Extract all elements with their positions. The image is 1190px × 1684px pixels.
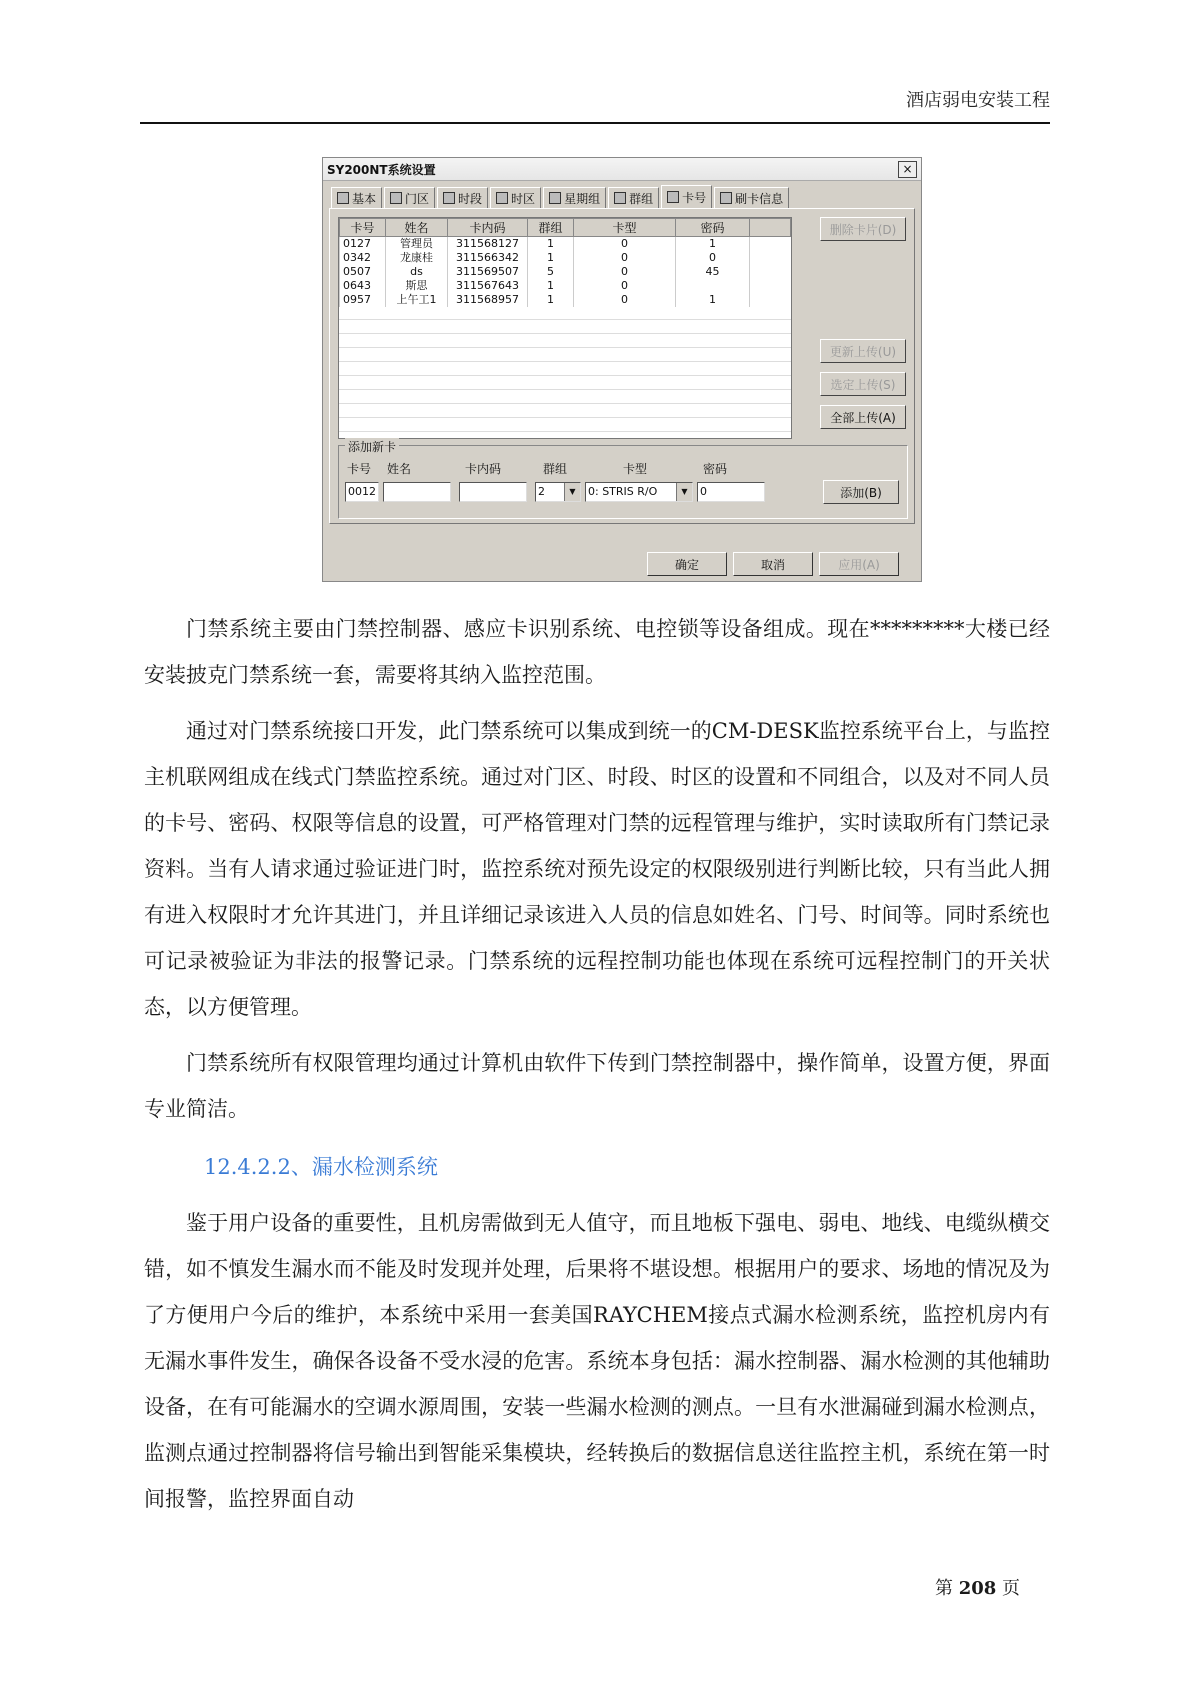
cell-card-type: 0	[574, 251, 676, 265]
apply-button[interactable]: 应用(A)	[819, 552, 899, 576]
cell-card-type: 0	[574, 237, 676, 252]
cell-inner-code: 311566342	[448, 251, 528, 265]
tab-label: 星期组	[564, 191, 601, 206]
dialog-tabs	[323, 181, 921, 207]
column-header[interactable]: 密码	[676, 219, 750, 237]
paragraph: 门禁系统所有权限管理均通过计算机由软件下传到门禁控制器中，操作简单，设置方便，界面专业简洁。	[144, 1051, 1050, 1121]
table-header-row	[340, 219, 791, 237]
cell-group: 1	[528, 293, 574, 307]
grid-lines	[339, 306, 791, 438]
cell-empty	[750, 293, 791, 307]
column-header[interactable]: 卡号	[340, 219, 386, 237]
cell-empty	[750, 237, 791, 252]
name-input[interactable]	[383, 482, 451, 502]
cell-card-type: 0	[574, 293, 676, 307]
header-rule	[140, 122, 1050, 124]
tab-label: 时段	[458, 191, 483, 206]
tab-group[interactable]	[608, 187, 659, 208]
cell-inner-code: 311568957	[448, 293, 528, 307]
card-table[interactable]	[338, 217, 792, 439]
body-text-block-2	[144, 1200, 1050, 1524]
upload-all-button[interactable]: 全部上传(A)	[820, 405, 906, 429]
cell-name: 管理员	[386, 237, 448, 252]
tab-label: 门区	[405, 191, 430, 206]
door-icon	[390, 192, 402, 204]
cell-name: 上午工1	[386, 293, 448, 307]
cell-inner-code: 311569507	[448, 265, 528, 279]
card-panel	[329, 208, 915, 524]
section-heading: 12.4.2.2、漏水检测系统	[204, 1155, 438, 1179]
label-card-type: 卡型	[623, 462, 648, 476]
tab-week-group[interactable]	[543, 187, 606, 208]
cell-group: 5	[528, 265, 574, 279]
tab-label: 时区	[511, 191, 536, 206]
calendar-icon	[549, 192, 561, 204]
cell-card-no: 0507	[340, 265, 386, 279]
ok-button[interactable]: 确定	[647, 552, 727, 576]
page-header-title: 酒店弱电安装工程	[906, 90, 1050, 111]
group-select[interactable]	[535, 482, 581, 502]
tab-time-zone[interactable]	[490, 187, 541, 208]
add-card-legend: 添加新卡	[345, 438, 399, 455]
card-type-select-value: 0: STRIS R/O	[588, 485, 658, 498]
tab-swipe-info[interactable]	[714, 187, 789, 208]
cell-inner-code: 311568127	[448, 237, 528, 252]
cell-card-no: 0342	[340, 251, 386, 265]
inner-code-input[interactable]	[459, 482, 527, 502]
clock-icon	[443, 192, 455, 204]
update-upload-button[interactable]: 更新上传(U)	[820, 339, 906, 363]
cell-password: 45	[676, 265, 750, 279]
cell-name: ds	[386, 265, 448, 279]
label-name: 姓名	[387, 462, 412, 476]
cell-empty	[750, 279, 791, 293]
cell-group: 1	[528, 237, 574, 252]
cancel-button[interactable]: 取消	[733, 552, 813, 576]
swipe-icon	[720, 192, 732, 204]
delete-card-button[interactable]: 删除卡片(D)	[820, 217, 906, 241]
body-text-block-1	[144, 606, 1050, 1134]
group-select-value: 2	[538, 485, 545, 498]
group-icon	[614, 192, 626, 204]
column-header[interactable]: 群组	[528, 219, 574, 237]
chevron-down-icon[interactable]: ▼	[564, 483, 580, 501]
label-inner-code: 卡内码	[465, 462, 502, 476]
card-no-input[interactable]: 0012	[345, 482, 379, 502]
close-icon[interactable]: ×	[898, 161, 917, 178]
column-header[interactable]: 卡型	[574, 219, 676, 237]
selected-upload-button[interactable]: 选定上传(S)	[820, 372, 906, 396]
label-password: 密码	[703, 462, 728, 476]
dialog-titlebar	[323, 158, 921, 181]
tab-label: 卡号	[682, 190, 707, 205]
cell-card-type: 0	[574, 279, 676, 293]
column-header[interactable]: 卡内码	[448, 219, 528, 237]
cell-password	[676, 279, 750, 293]
paragraph: 通过对门禁系统接口开发，此门禁系统可以集成到统一的CM-DESK监控系统平台上，与监控主机联网组成在线式门禁监控系统。通过对门区、时段、时区的设置和不同组合，以及对不同人员的卡号、密码、权限等信息的设置，可严格管理对门禁的远程管理与维护，实时读取所有门禁记录资料。当有人请求通过验证进门时，监控系统对预先设定的权限级别进行判断比较，只有当此人拥有进入权限时才允许其进门，并且详细记录该进入人员的信息如姓名、门号、时间等。同时系统也可记录被验证为非法的报警记录。门禁系统的远程控制功能也体现在系统可远程控制门的开关状态，以方便管理。	[144, 719, 1050, 1019]
table-row[interactable]	[340, 293, 791, 307]
cell-group: 1	[528, 279, 574, 293]
page-suffix: 页	[1002, 1578, 1020, 1599]
cell-name: 龙康桂	[386, 251, 448, 265]
table-row[interactable]	[340, 251, 791, 265]
cell-card-type: 0	[574, 265, 676, 279]
page-prefix: 第	[934, 1578, 953, 1599]
paragraph: 门禁系统主要由门禁控制器、感应卡识别系统、电控锁等设备组成。现在*********大楼已经安装披克门禁系统一套，需要将其纳入监控范围。	[144, 617, 1050, 687]
tab-basic[interactable]	[331, 187, 382, 208]
tab-card-number[interactable]	[661, 185, 712, 208]
tab-time-period[interactable]	[437, 187, 488, 208]
card-icon	[667, 191, 679, 203]
tab-label: 基本	[352, 191, 377, 206]
cell-card-no: 0957	[340, 293, 386, 307]
cell-group: 1	[528, 251, 574, 265]
card-type-select[interactable]	[585, 482, 693, 502]
add-card-button[interactable]: 添加(B)	[823, 480, 899, 504]
dialog-title: SY200NT系统设置	[327, 162, 436, 177]
tab-label: 群组	[629, 191, 654, 206]
page-number	[935, 1574, 1020, 1600]
cell-name: 斯思	[386, 279, 448, 293]
cell-card-no: 0643	[340, 279, 386, 293]
chevron-down-icon[interactable]: ▼	[676, 483, 692, 501]
table-row[interactable]	[340, 265, 791, 279]
label-group: 群组	[543, 462, 568, 476]
table-row[interactable]	[340, 237, 791, 252]
tab-door-area[interactable]	[384, 187, 435, 208]
table-row[interactable]	[340, 279, 791, 293]
add-card-group	[338, 440, 908, 519]
timezone-icon	[496, 192, 508, 204]
cell-empty	[750, 251, 791, 265]
paragraph: 鉴于用户设备的重要性，且机房需做到无人值守，而且地板下强电、弱电、地线、电缆纵横交错，如不慎发生漏水而不能及时发现并处理，后果将不堪设想。根据用户的要求、场地的情况及为了方便用户今后的维护，本系统中采用一套美国RAYCHEM接点式漏水检测系统，监控机房内有无漏水事件发生，确保各设备不受水浸的危害。系统本身包括：漏水控制器、漏水检测的其他辅助设备，在有可能漏水的空调水源周围，安装一些漏水检测的测点。一旦有水泄漏碰到漏水检测点，监测点通过控制器将信号输出到智能采集模块，经转换后的数据信息送往监控主机，系统在第一时间报警，监控界面自动	[144, 1211, 1050, 1511]
label-card-no: 卡号	[347, 462, 372, 476]
password-input[interactable]: 0	[697, 482, 765, 502]
page-number-value: 208	[958, 1578, 997, 1599]
column-header[interactable]: 姓名	[386, 219, 448, 237]
cell-card-no: 0127	[340, 237, 386, 252]
basic-icon	[337, 192, 349, 204]
cell-password: 1	[676, 293, 750, 307]
settings-dialog-screenshot	[322, 157, 922, 582]
cell-empty	[750, 265, 791, 279]
tab-label: 刷卡信息	[735, 191, 784, 206]
column-header-empty	[750, 219, 791, 237]
cell-password: 1	[676, 237, 750, 252]
cell-password: 0	[676, 251, 750, 265]
cell-inner-code: 311567643	[448, 279, 528, 293]
